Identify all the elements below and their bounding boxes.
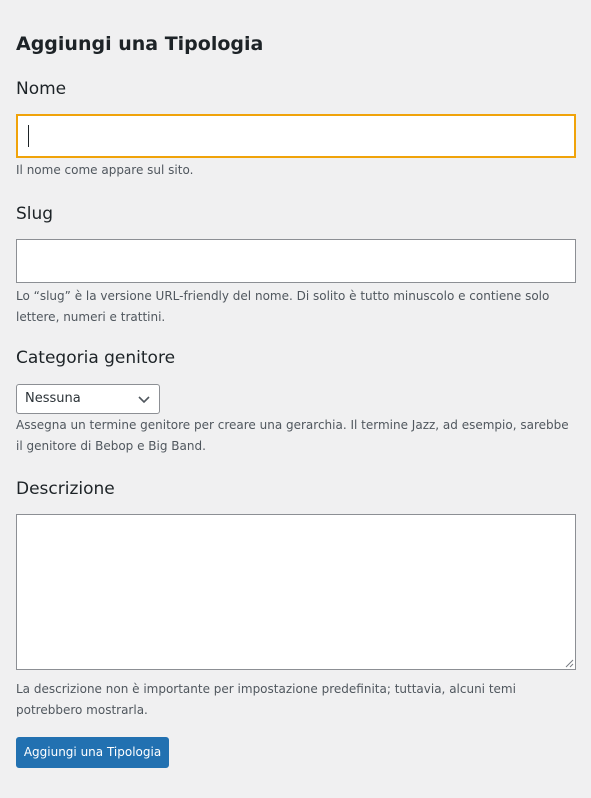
- name-help-text: Il nome come appare sul sito.: [16, 163, 194, 177]
- description-textarea[interactable]: [16, 514, 576, 670]
- slug-input[interactable]: [16, 239, 576, 283]
- parent-select-value: Nessuna: [25, 391, 81, 406]
- slug-help-text: Lo “slug” è la versione URL-friendly del nome. Di solito è tutto minuscolo e contiene solo lettere, numeri e trattini.: [16, 289, 550, 324]
- description-help-text: La descrizione non è importante per impostazione predefinita; tuttavia, alcuni temi potrebbero mostrarla.: [16, 682, 516, 717]
- parent-label: Categoria genitore: [16, 348, 176, 368]
- description-label: Descrizione: [16, 479, 115, 499]
- add-term-submit-button[interactable]: Aggiungi una Tipologia: [16, 737, 169, 768]
- slug-label: Slug: [16, 204, 54, 224]
- chevron-down-icon: [137, 392, 151, 406]
- parent-help-text: Assegna un termine genitore per creare una gerarchia. Il termine Jazz, ad esempio, sarebbe il genitore di Bebop e Big Band.: [16, 418, 569, 453]
- name-input[interactable]: [16, 114, 576, 158]
- form-title: Aggiungi una Tipologia: [16, 33, 264, 55]
- resize-handle-icon[interactable]: [564, 658, 574, 668]
- parent-select[interactable]: [16, 384, 160, 414]
- name-label: Nome: [16, 79, 67, 99]
- text-caret: [28, 125, 29, 147]
